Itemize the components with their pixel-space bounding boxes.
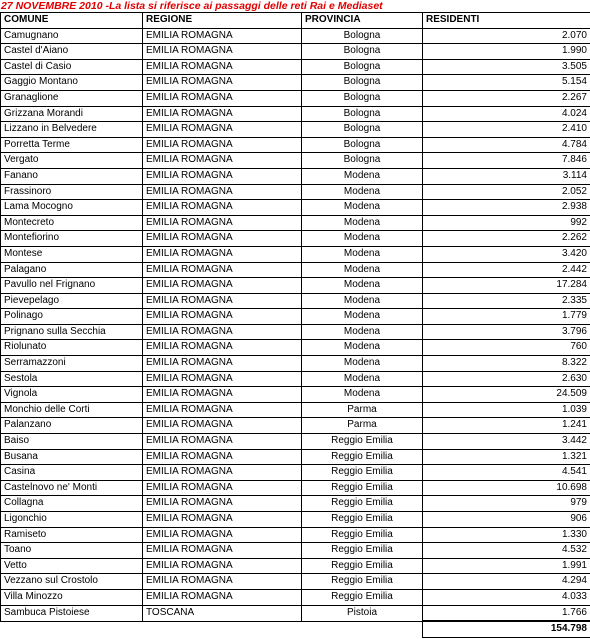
cell-regione: EMILIA ROMAGNA — [143, 324, 302, 340]
cell-regione: EMILIA ROMAGNA — [143, 480, 302, 496]
cell-regione: EMILIA ROMAGNA — [143, 278, 302, 294]
table-row — [1, 90, 590, 106]
table-row — [1, 168, 590, 184]
cell-regione: EMILIA ROMAGNA — [143, 387, 302, 403]
cell-comune: Vezzano sul Crostolo — [1, 574, 143, 590]
cell-provincia: Modena — [302, 262, 423, 278]
cell-provincia: Modena — [302, 356, 423, 372]
cell-residenti: 3.420 — [423, 246, 590, 262]
cell-residenti: 1.321 — [423, 449, 590, 465]
table-body — [1, 28, 590, 637]
cell-comune: Granaglione — [1, 90, 143, 106]
cell-provincia: Modena — [302, 293, 423, 309]
total-spacer — [143, 621, 302, 637]
cell-provincia: Modena — [302, 246, 423, 262]
table-row — [1, 215, 590, 231]
cell-comune: Castel di Casio — [1, 59, 143, 75]
cell-regione: EMILIA ROMAGNA — [143, 293, 302, 309]
total-spacer — [1, 621, 143, 637]
table-row — [1, 324, 590, 340]
table-row — [1, 75, 590, 91]
cell-comune: Gaggio Montano — [1, 75, 143, 91]
cell-regione: EMILIA ROMAGNA — [143, 153, 302, 169]
cell-provincia: Modena — [302, 309, 423, 325]
cell-provincia: Reggio Emilia — [302, 496, 423, 512]
cell-residenti: 3.114 — [423, 168, 590, 184]
cell-residenti: 760 — [423, 340, 590, 356]
total-row — [1, 621, 590, 637]
cell-regione: EMILIA ROMAGNA — [143, 356, 302, 372]
cell-provincia: Bologna — [302, 44, 423, 60]
cell-regione: EMILIA ROMAGNA — [143, 309, 302, 325]
cell-regione: EMILIA ROMAGNA — [143, 434, 302, 450]
table-row — [1, 246, 590, 262]
table-row — [1, 28, 590, 44]
table-row — [1, 137, 590, 153]
table-row — [1, 309, 590, 325]
cell-regione: EMILIA ROMAGNA — [143, 168, 302, 184]
table-row — [1, 418, 590, 434]
cell-regione: EMILIA ROMAGNA — [143, 449, 302, 465]
cell-residenti: 3.442 — [423, 434, 590, 450]
cell-residenti: 17.284 — [423, 278, 590, 294]
cell-comune: Palanzano — [1, 418, 143, 434]
cell-residenti: 1.330 — [423, 527, 590, 543]
total-residenti: 154.798 — [423, 621, 590, 637]
cell-provincia: Modena — [302, 371, 423, 387]
cell-provincia: Reggio Emilia — [302, 574, 423, 590]
table-row — [1, 278, 590, 294]
cell-comune: Villa Minozzo — [1, 589, 143, 605]
cell-residenti: 1.039 — [423, 402, 590, 418]
cell-regione: EMILIA ROMAGNA — [143, 137, 302, 153]
cell-residenti: 1.241 — [423, 418, 590, 434]
cell-comune: Vignola — [1, 387, 143, 403]
cell-regione: EMILIA ROMAGNA — [143, 589, 302, 605]
table-row — [1, 543, 590, 559]
cell-comune: Vergato — [1, 153, 143, 169]
cell-residenti: 2.052 — [423, 184, 590, 200]
cell-provincia: Modena — [302, 200, 423, 216]
cell-comune: Castel d'Aiano — [1, 44, 143, 60]
cell-regione: EMILIA ROMAGNA — [143, 402, 302, 418]
cell-regione: EMILIA ROMAGNA — [143, 496, 302, 512]
table-row — [1, 527, 590, 543]
cell-regione: EMILIA ROMAGNA — [143, 574, 302, 590]
table-row — [1, 605, 590, 621]
cell-residenti: 906 — [423, 512, 590, 528]
cell-regione: EMILIA ROMAGNA — [143, 558, 302, 574]
cell-regione: EMILIA ROMAGNA — [143, 59, 302, 75]
cell-residenti: 1.991 — [423, 558, 590, 574]
cell-comune: Fanano — [1, 168, 143, 184]
cell-comune: Serramazzoni — [1, 356, 143, 372]
table-row — [1, 122, 590, 138]
table-header-row — [1, 13, 590, 29]
cell-comune: Toano — [1, 543, 143, 559]
cell-comune: Polinago — [1, 309, 143, 325]
cell-regione: EMILIA ROMAGNA — [143, 90, 302, 106]
cell-residenti: 4.024 — [423, 106, 590, 122]
cell-comune: Pavullo nel Frignano — [1, 278, 143, 294]
table-row — [1, 153, 590, 169]
table-row — [1, 356, 590, 372]
table-row — [1, 231, 590, 247]
cell-residenti: 4.532 — [423, 543, 590, 559]
cell-residenti: 2.442 — [423, 262, 590, 278]
table-row — [1, 496, 590, 512]
cell-provincia: Reggio Emilia — [302, 558, 423, 574]
cell-residenti: 1.990 — [423, 44, 590, 60]
table-row — [1, 293, 590, 309]
cell-provincia: Bologna — [302, 90, 423, 106]
cell-provincia: Modena — [302, 324, 423, 340]
cell-provincia: Bologna — [302, 75, 423, 91]
header-provincia: PROVINCIA — [302, 13, 423, 29]
table-row — [1, 371, 590, 387]
cell-regione: EMILIA ROMAGNA — [143, 28, 302, 44]
table-row — [1, 512, 590, 528]
cell-residenti: 2.410 — [423, 122, 590, 138]
cell-regione: EMILIA ROMAGNA — [143, 200, 302, 216]
cell-provincia: Reggio Emilia — [302, 543, 423, 559]
cell-comune: Monchio delle Corti — [1, 402, 143, 418]
cell-provincia: Reggio Emilia — [302, 589, 423, 605]
table-row — [1, 449, 590, 465]
cell-provincia: Bologna — [302, 137, 423, 153]
cell-comune: Palagano — [1, 262, 143, 278]
cell-comune: Lama Mocogno — [1, 200, 143, 216]
cell-provincia: Reggio Emilia — [302, 434, 423, 450]
cell-provincia: Parma — [302, 402, 423, 418]
cell-provincia: Bologna — [302, 106, 423, 122]
cell-regione: EMILIA ROMAGNA — [143, 106, 302, 122]
cell-regione: EMILIA ROMAGNA — [143, 543, 302, 559]
table-row — [1, 558, 590, 574]
cell-comune: Baiso — [1, 434, 143, 450]
cell-regione: EMILIA ROMAGNA — [143, 418, 302, 434]
table-row — [1, 480, 590, 496]
header-regione: REGIONE — [143, 13, 302, 29]
cell-residenti: 5.154 — [423, 75, 590, 91]
cell-comune: Montecreto — [1, 215, 143, 231]
cell-residenti: 992 — [423, 215, 590, 231]
cell-provincia: Bologna — [302, 59, 423, 75]
cell-residenti: 979 — [423, 496, 590, 512]
cell-comune: Ligonchio — [1, 512, 143, 528]
cell-regione: EMILIA ROMAGNA — [143, 44, 302, 60]
cell-comune: Riolunato — [1, 340, 143, 356]
cell-provincia: Bologna — [302, 28, 423, 44]
cell-residenti: 2.070 — [423, 28, 590, 44]
cell-provincia: Modena — [302, 387, 423, 403]
cell-regione: EMILIA ROMAGNA — [143, 122, 302, 138]
cell-provincia: Reggio Emilia — [302, 527, 423, 543]
cell-comune: Grizzana Morandi — [1, 106, 143, 122]
cell-provincia: Modena — [302, 231, 423, 247]
table-row — [1, 106, 590, 122]
cell-comune: Vetto — [1, 558, 143, 574]
cell-regione: EMILIA ROMAGNA — [143, 340, 302, 356]
cell-comune: Lizzano in Belvedere — [1, 122, 143, 138]
cell-residenti: 2.267 — [423, 90, 590, 106]
cell-regione: EMILIA ROMAGNA — [143, 512, 302, 528]
cell-residenti: 24.509 — [423, 387, 590, 403]
cell-residenti: 3.796 — [423, 324, 590, 340]
cell-residenti: 10.698 — [423, 480, 590, 496]
cell-provincia: Modena — [302, 215, 423, 231]
cell-regione: EMILIA ROMAGNA — [143, 246, 302, 262]
cell-regione: EMILIA ROMAGNA — [143, 184, 302, 200]
cell-provincia: Bologna — [302, 122, 423, 138]
cell-residenti: 7.846 — [423, 153, 590, 169]
cell-regione: EMILIA ROMAGNA — [143, 231, 302, 247]
cell-residenti: 8.322 — [423, 356, 590, 372]
cell-residenti: 4.294 — [423, 574, 590, 590]
cell-regione: EMILIA ROMAGNA — [143, 215, 302, 231]
header-residenti: RESIDENTI — [423, 13, 590, 29]
cell-regione: EMILIA ROMAGNA — [143, 262, 302, 278]
cell-comune: Porretta Terme — [1, 137, 143, 153]
cell-residenti: 2.938 — [423, 200, 590, 216]
table-row — [1, 434, 590, 450]
cell-comune: Ramiseto — [1, 527, 143, 543]
cell-residenti: 1.779 — [423, 309, 590, 325]
cell-residenti: 4.033 — [423, 589, 590, 605]
page-title: 27 NOVEMBRE 2010 -La lista si riferisce ai passaggi delle reti Rai e Mediaset — [1, 0, 383, 12]
cell-residenti: 2.630 — [423, 371, 590, 387]
cell-comune: Pievepelago — [1, 293, 143, 309]
cell-comune: Montefiorino — [1, 231, 143, 247]
cell-regione: EMILIA ROMAGNA — [143, 465, 302, 481]
cell-comune: Prignano sulla Secchia — [1, 324, 143, 340]
cell-regione: EMILIA ROMAGNA — [143, 371, 302, 387]
cell-provincia: Modena — [302, 278, 423, 294]
table-row — [1, 262, 590, 278]
cell-provincia: Reggio Emilia — [302, 512, 423, 528]
cell-comune: Casina — [1, 465, 143, 481]
cell-residenti: 2.262 — [423, 231, 590, 247]
total-spacer — [302, 621, 423, 637]
cell-residenti: 4.541 — [423, 465, 590, 481]
cell-comune: Sambuca Pistoiese — [1, 605, 143, 621]
table-row — [1, 59, 590, 75]
cell-provincia: Reggio Emilia — [302, 449, 423, 465]
residents-table — [0, 12, 590, 638]
cell-comune: Frassinoro — [1, 184, 143, 200]
cell-provincia: Reggio Emilia — [302, 465, 423, 481]
cell-comune: Sestola — [1, 371, 143, 387]
cell-residenti: 1.766 — [423, 605, 590, 621]
cell-regione: TOSCANA — [143, 605, 302, 621]
header-comune: COMUNE — [1, 13, 143, 29]
cell-regione: EMILIA ROMAGNA — [143, 527, 302, 543]
cell-comune: Busana — [1, 449, 143, 465]
cell-provincia: Modena — [302, 184, 423, 200]
table-row — [1, 200, 590, 216]
cell-residenti: 4.784 — [423, 137, 590, 153]
cell-provincia: Parma — [302, 418, 423, 434]
table-row — [1, 44, 590, 60]
table-row — [1, 402, 590, 418]
cell-residenti: 3.505 — [423, 59, 590, 75]
table-row — [1, 184, 590, 200]
table-row — [1, 387, 590, 403]
cell-provincia: Bologna — [302, 153, 423, 169]
table-row — [1, 340, 590, 356]
table-row — [1, 465, 590, 481]
cell-comune: Camugnano — [1, 28, 143, 44]
cell-comune: Montese — [1, 246, 143, 262]
cell-comune: Collagna — [1, 496, 143, 512]
table-row — [1, 574, 590, 590]
cell-regione: EMILIA ROMAGNA — [143, 75, 302, 91]
cell-provincia: Modena — [302, 168, 423, 184]
cell-provincia: Modena — [302, 340, 423, 356]
table-row — [1, 589, 590, 605]
cell-provincia: Reggio Emilia — [302, 480, 423, 496]
cell-provincia: Pistoia — [302, 605, 423, 621]
cell-residenti: 2.335 — [423, 293, 590, 309]
cell-comune: Castelnovo ne' Monti — [1, 480, 143, 496]
